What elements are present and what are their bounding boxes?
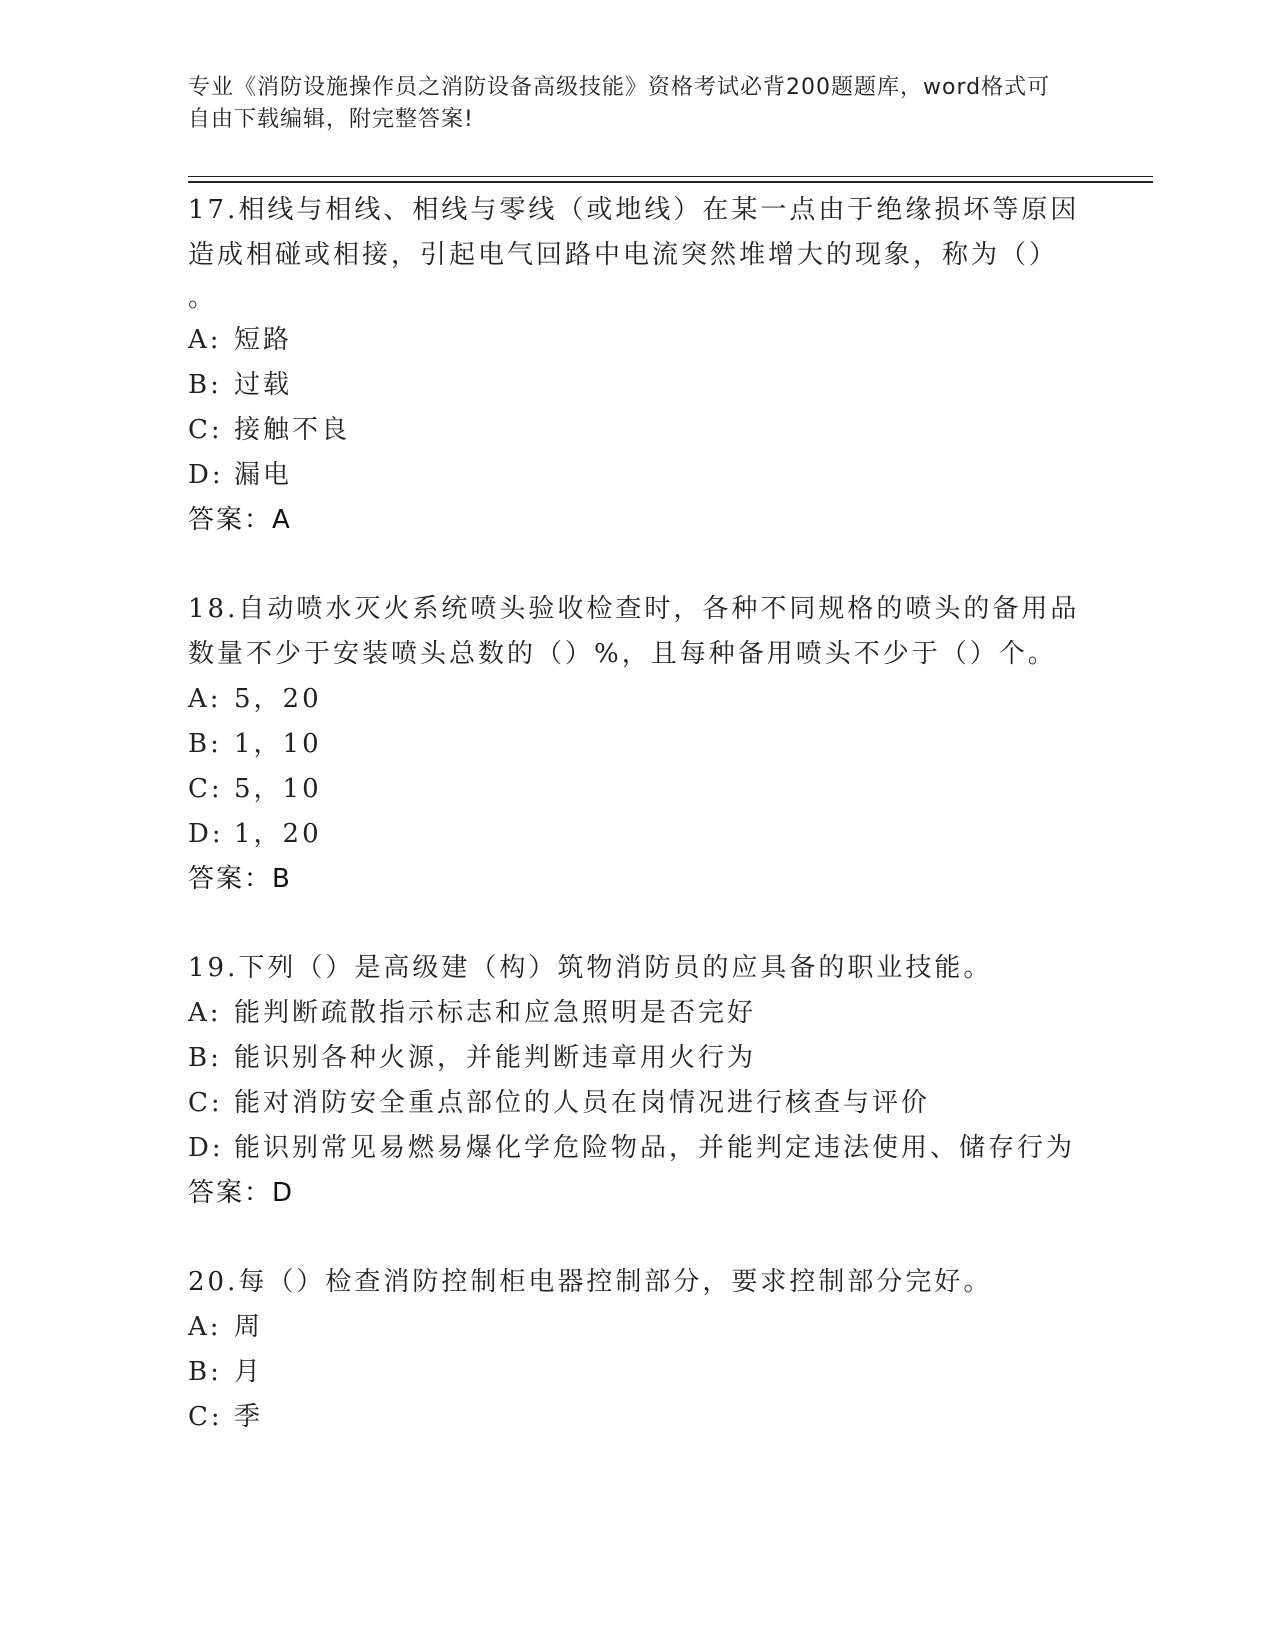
option-letter: A: bbox=[188, 325, 222, 355]
option-c bbox=[188, 767, 1088, 812]
option-d bbox=[188, 812, 1088, 857]
option-letter: D: bbox=[188, 460, 224, 490]
option-text: 能对消防安全重点部位的人员在岗情况进行核查与评价 bbox=[234, 1088, 931, 1118]
document-header: 专业《消防设施操作员之消防设备高级技能》资格考试必背200题题库，word格式可自由下载编辑，附完整答案! bbox=[188, 75, 1051, 132]
option-letter: A: bbox=[188, 998, 222, 1028]
option-text: 月 bbox=[234, 1357, 264, 1387]
option-a bbox=[188, 991, 1088, 1036]
option-a bbox=[188, 318, 1088, 363]
header-divider-top bbox=[188, 176, 1153, 177]
option-text: 能识别各种火源，并能判断违章用火行为 bbox=[234, 1043, 757, 1073]
question-stem: 19.下列（）是高级建（构）筑物消防员的应具备的职业技能。 bbox=[188, 953, 993, 983]
question-20 bbox=[188, 1260, 1088, 1440]
question-17 bbox=[188, 188, 1088, 543]
option-c bbox=[188, 408, 1088, 453]
option-letter: A: bbox=[188, 684, 222, 714]
option-letter: B: bbox=[188, 1043, 222, 1073]
option-letter: D: bbox=[188, 1133, 224, 1163]
question-stem: 18.自动喷水灭火系统喷头验收检查时，各种不同规格的喷头的备用品数量不少于安装喷头总数的（）%，且每种备用喷头不少于（）个。 bbox=[188, 594, 1080, 669]
option-letter: C: bbox=[188, 415, 223, 445]
option-c bbox=[188, 1081, 1088, 1126]
option-text: 1，20 bbox=[234, 819, 322, 849]
option-d bbox=[188, 453, 1088, 498]
option-text: 5，20 bbox=[234, 684, 322, 714]
option-d bbox=[188, 1126, 1088, 1171]
option-text: 能判断疏散指示标志和应急照明是否完好 bbox=[234, 998, 757, 1028]
option-letter: C: bbox=[188, 1088, 223, 1118]
answer-label: 答案：D bbox=[188, 1178, 295, 1208]
option-text: 接触不良 bbox=[234, 415, 351, 445]
option-text: 能识别常见易燃易爆化学危险物品，并能判定违法使用、储存行为 bbox=[234, 1133, 1076, 1163]
question-stem-tail: 。 bbox=[188, 283, 215, 313]
option-letter: B: bbox=[188, 729, 222, 759]
question-list bbox=[188, 188, 1088, 1484]
option-text: 漏电 bbox=[234, 460, 293, 490]
option-letter: A: bbox=[188, 1312, 222, 1342]
option-letter: B: bbox=[188, 1357, 222, 1387]
option-b bbox=[188, 1350, 1088, 1395]
option-letter: C: bbox=[188, 774, 223, 804]
option-letter: D: bbox=[188, 819, 224, 849]
question-stem: 17.相线与相线、相线与零线（或地线）在某一点由于绝缘损坏等原因造成相碰或相接，引起电气回路中电流突然堆增大的现象，称为（） bbox=[188, 195, 1080, 270]
option-text: 季 bbox=[234, 1402, 264, 1432]
option-a bbox=[188, 1305, 1088, 1350]
option-b bbox=[188, 363, 1088, 408]
question-stem: 20.每（）检查消防控制柜电器控制部分，要求控制部分完好。 bbox=[188, 1267, 993, 1297]
option-letter: C: bbox=[188, 1402, 223, 1432]
answer-label: 答案：B bbox=[188, 864, 292, 894]
question-19 bbox=[188, 946, 1088, 1216]
answer-label: 答案：A bbox=[188, 505, 292, 535]
option-letter: B: bbox=[188, 370, 222, 400]
header-divider-bottom bbox=[188, 181, 1153, 183]
question-18 bbox=[188, 587, 1088, 902]
option-b bbox=[188, 722, 1088, 767]
option-text: 5，10 bbox=[234, 774, 322, 804]
option-text: 1，10 bbox=[234, 729, 322, 759]
option-c bbox=[188, 1395, 1088, 1440]
option-text: 短路 bbox=[234, 325, 293, 355]
option-a bbox=[188, 677, 1088, 722]
option-text: 过载 bbox=[234, 370, 293, 400]
option-text: 周 bbox=[234, 1312, 264, 1342]
option-b bbox=[188, 1036, 1088, 1081]
